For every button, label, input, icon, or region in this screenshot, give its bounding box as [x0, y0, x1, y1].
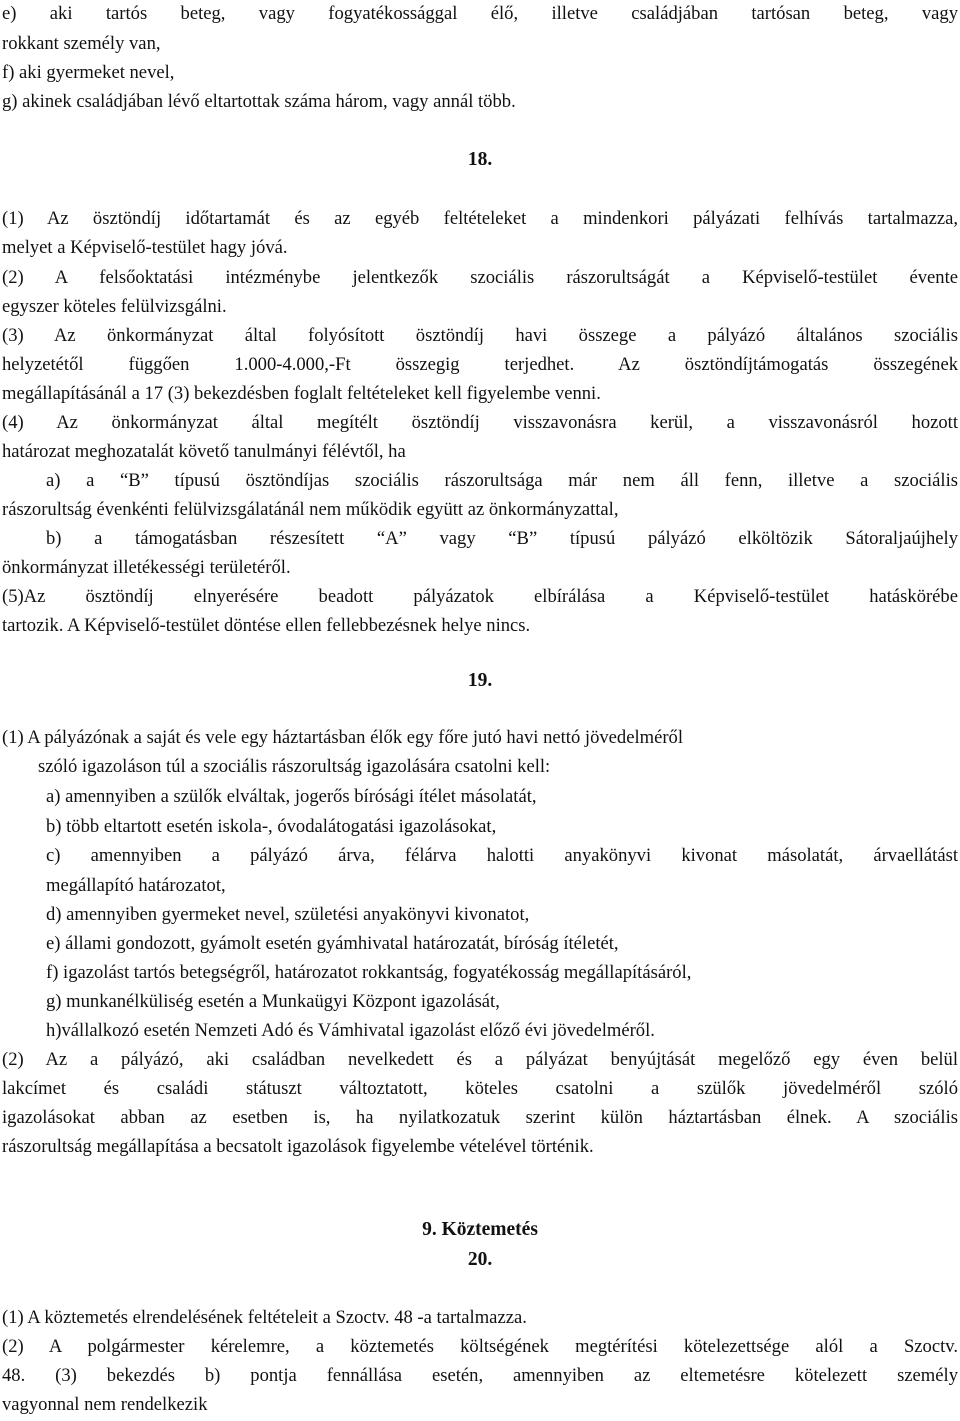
text-line: rászorultság évenkénti felülvizsgálatánál nem működik együtt az önkormányzattal,: [2, 499, 619, 520]
text-line: e) aki tartós beteg, vagy fogyatékossággal élő, illetve családjában tartósan beteg, vagy: [2, 3, 958, 24]
text-line: e) állami gondozott, gyámolt esetén gyámhivatal határozatát, bíróság ítéletét,: [46, 933, 619, 954]
text-line: a) amennyiben a szülők elváltak, jogerős bírósági ítélet másolatát,: [46, 786, 537, 807]
text-line: f) aki gyermeket nevel,: [2, 62, 175, 83]
text-line: g) munkanélküliség esetén a Munkaügyi Központ igazolását,: [46, 991, 500, 1012]
text-line: b) a támogatásban részesített “A” vagy “B” típusú pályázó elköltözik Sátoraljaújhely: [46, 528, 958, 549]
text-line: d) amennyiben gyermeket nevel, születési anyakönyvi kivonatot,: [46, 904, 530, 925]
text-line: rászorultság megállapítása a becsatolt igazolások figyelembe vételével történik.: [2, 1136, 594, 1157]
text-line: (5)Az ösztöndíj elnyerésére beadott pályázatok elbírálása a Képviselő-testület hatáskörébe: [2, 586, 958, 607]
text-line: h)vállalkozó esetén Nemzeti Adó és Vámhivatal igazolást előző évi jövedelméről.: [46, 1020, 655, 1041]
section-heading: 19.: [467, 670, 493, 691]
text-line: vagyonnal nem rendelkezik: [2, 1394, 208, 1415]
text-line: (1) A pályázónak a saját és vele egy háztartásban élők egy főre jutó havi nettó jövedelméről: [2, 727, 683, 748]
text-line: b) több eltartott esetén iskola-, óvodalátogatási igazolásokat,: [46, 816, 497, 837]
text-line: megállapításánál a 17 (3) bekezdésben foglalt feltételeket kell figyelembe venni.: [2, 383, 601, 404]
section-heading: 18.: [467, 149, 493, 170]
text-line: (3) Az önkormányzat által folyósított ösztöndíj havi összege a pályázó általános szociális: [2, 325, 958, 346]
text-line: c) amennyiben a pályázó árva, félárva halotti anyakönyvi kivonat másolatát, árvaellátást: [46, 845, 958, 866]
text-line: (1) A köztemetés elrendelésének feltételeit a Szoctv. 48 -a tartalmazza.: [2, 1307, 527, 1328]
text-line: határozat meghozatalát követő tanulmányi félévtől, ha: [2, 441, 406, 462]
text-line: 48. (3) bekezdés b) pontja fennállása esetén, amennyiben az eltemetésre kötelezett személy: [2, 1365, 958, 1386]
text-line: g) akinek családjában lévő eltartottak száma három, vagy annál több.: [2, 91, 516, 112]
text-line: (2) Az a pályázó, aki családban nevelkedett és a pályázat benyújtását megelőző egy éven belül: [2, 1049, 958, 1070]
text-line: (2) A felsőoktatási intézménybe jelentkezők szociális rászorultságát a Képviselő-testület évente: [2, 267, 958, 288]
text-line: (4) Az önkormányzat által megítélt ösztöndíj visszavonásra kerül, a visszavonásról hozott: [2, 412, 958, 433]
text-line: rokkant személy van,: [2, 33, 161, 54]
text-line: (2) A polgármester kérelemre, a köztemetés költségének megtérítési kötelezettsége alól a Szoctv.: [2, 1336, 958, 1357]
text-line: szóló igazoláson túl a szociális rászorultság igazolására csatolni kell:: [38, 756, 551, 777]
text-line: a) a “B” típusú ösztöndíjas szociális rászorultsága már nem áll fenn, illetve a szociális: [46, 470, 958, 491]
chapter-heading: 9. Köztemetés: [422, 1219, 538, 1240]
text-line: lakcímet és családi státuszt változtatott, köteles csatolni a szülők jövedelméről szóló: [2, 1078, 958, 1099]
text-line: helyzetétől függően 1.000-4.000,-Ft összegig terjedhet. Az ösztöndíjtámogatás összegének: [2, 354, 958, 375]
text-line: f) igazolást tartós betegségről, határozatot rokkantság, fogyatékosság megállapításáról,: [46, 962, 692, 983]
section-heading: 20.: [467, 1249, 493, 1270]
text-line: megállapító határozatot,: [46, 875, 226, 896]
text-line: igazolásokat abban az esetben is, ha nyilatkozatuk szerint külön háztartásban élnek. A szociális: [2, 1107, 958, 1128]
text-line: tartozik. A Képviselő-testület döntése ellen fellebbezésnek helye nincs.: [2, 615, 531, 636]
text-line: önkormányzat illetékességi területéről.: [2, 557, 291, 578]
text-line: egyszer köteles felülvizsgálni.: [2, 296, 227, 317]
text-line: melyet a Képviselő-testület hagy jóvá.: [2, 237, 288, 258]
text-line: (1) Az ösztöndíj időtartamát és az egyéb feltételeket a mindenkori pályázati felhívás tartalmazza,: [2, 208, 958, 229]
